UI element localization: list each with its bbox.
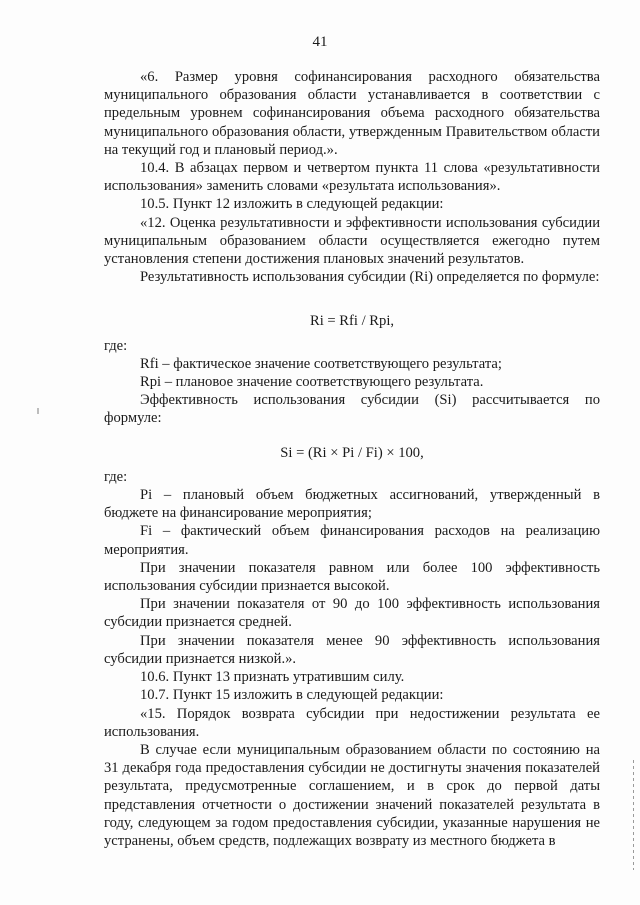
document-body [104,68,600,850]
paragraph-item-10-6: 10.6. Пункт 13 признать утратившим силу. [140,669,405,686]
paragraph-high-efficiency: При значении показателя равном или более 100 эффективность использования субсидии признается высокой. [104,559,600,595]
where-label-2: где: [104,468,128,485]
paragraph-subsidy-cofinancing: «6. Размер уровня софинансирования расходного обязательства муниципального образования области устанавливается в соответствии с предельным уровнем софинансирования объема расходного обязательства муниципального образования области, утвержденным Правительством области на текущий год и плановый период.». [104,69,600,158]
definition-fi: Fi – фактический объем финансирования расходов на реализацию мероприятия. [104,523,600,558]
paragraph-medium-efficiency: При значении показателя от 90 до 100 эффективность использования субсидии признается средней. [104,596,600,631]
paragraph-item-15: «15. Порядок возврата субсидии при недостижении результата ее использования. [104,705,600,740]
paragraph-item-10-5: 10.5. Пункт 12 изложить в следующей редакции: [140,196,444,213]
formula-ri: Ri = Rfi / Rpi, [309,313,395,330]
page-number: 41 [312,34,328,50]
paragraph-item-10-4: 10.4. В абзацах первом и четвертом пункта 11 слова «результативности использования» заменить словами «результата использования». [104,160,600,195]
definition-rpi: Rpi – плановое значение соответствующего результата. [140,374,484,391]
formula-si: Si = (Ri × Pi / Fi) × 100, [280,444,424,461]
paragraph-low-efficiency: При значении показателя менее 90 эффективность использования субсидии признается низкой.». [104,632,600,667]
paragraph-efficiency-formula-intro: Эффективность использования субсидии (Si) рассчитывается по формуле: [104,392,600,427]
scan-artifact-left [37,408,39,414]
paragraph-return-conditions: В случае если муниципальным образованием области по состоянию на 31 декабря года предоставления субсидии не достигнуты значения показателей результата, предусмотренные соглашением, и в срок до первой даты представления отчетности о достижении значений показателей результата в году, следующем за годом предоставления субсидии, указанные нарушения не устранены, объем средств, подлежащих возврату из местного бюджета в [104,741,600,849]
paragraph-item-12: «12. Оценка результативности и эффективности использования субсидии муниципальным образованием области осуществляется ежегодно путем установления степени достижения плановых значений результатов. [104,214,600,268]
definition-pi: Pi – плановый объем бюджетных ассигнований, утвержденный в бюджете на финансирование мероприятия; [104,487,600,522]
paragraph-effectiveness-formula-intro: Результативность использования субсидии (Ri) определяется по формуле: [140,269,600,286]
where-label-1: где: [104,337,128,354]
paragraph-item-10-7: 10.7. Пункт 15 изложить в следующей редакции: [140,687,444,704]
scan-artifact-right [633,760,634,870]
definition-rfi: Rfi – фактическое значение соответствующего результата; [140,355,502,372]
